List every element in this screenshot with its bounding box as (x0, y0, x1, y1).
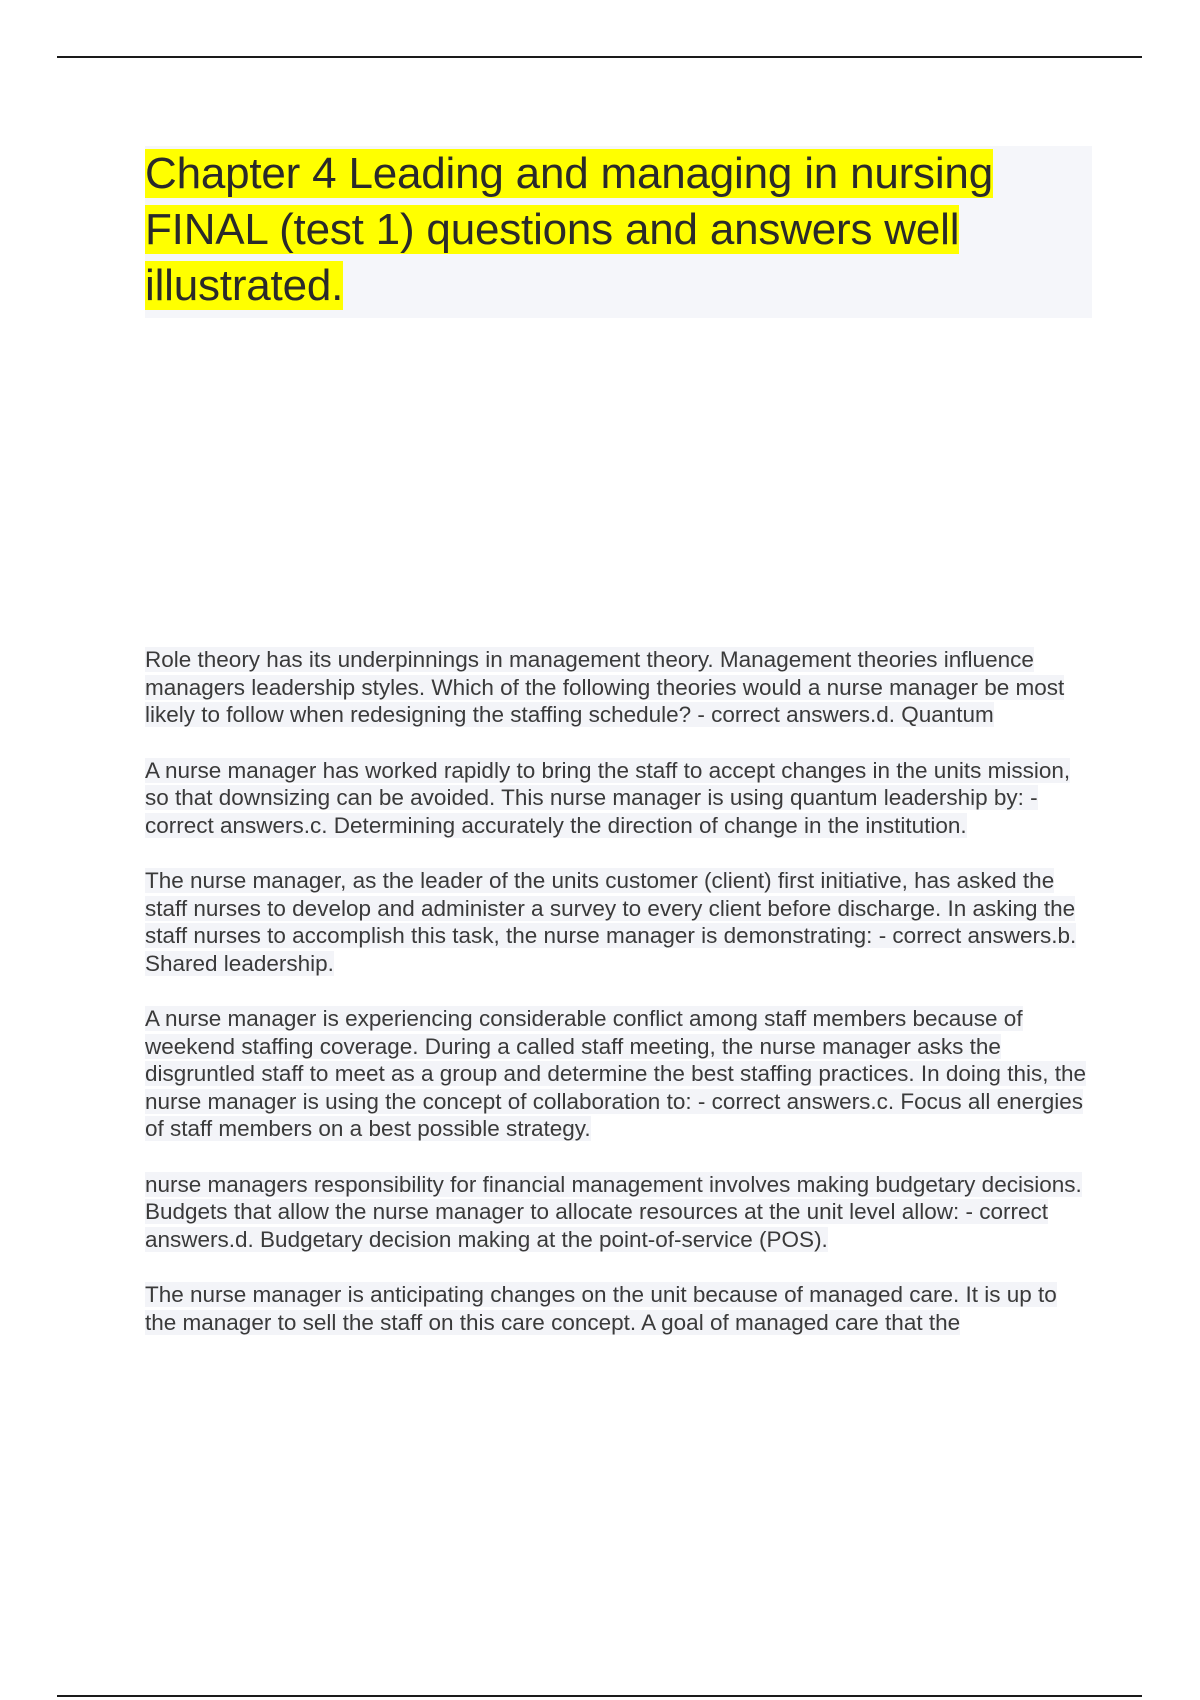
document-title-text: Chapter 4 Leading and managing in nursing FINAL (test 1) questions and answers well illustrated. (145, 149, 993, 310)
title-block (145, 146, 1092, 318)
footer-rule (57, 1695, 1142, 1697)
question-item: A nurse manager is experiencing considerable conflict among staff members because of weekend staffing coverage. During a called staff meeting, the nurse manager asks the disgruntled staff to meet as a group and determine the best staffing practices. In doing this, the nurse manager is using the concept of collaboration to: - correct answers.c. Focus all energies of staff members on a best possible strategy. (145, 1006, 1086, 1141)
question-item: The nurse manager, as the leader of the units customer (client) first initiative, has asked the staff nurses to develop and administer a survey to every client before discharge. In asking the staff nurses to accomplish this task, the nurse manager is demonstrating: - correct answers.b. Shared leadership. (145, 868, 1077, 976)
question-item: The nurse manager is anticipating changes on the unit because of managed care. It is up to the manager to sell the staff on this care concept. A goal of managed care that the (145, 1282, 1057, 1335)
header-rule (57, 56, 1142, 58)
question-item: A nurse manager has worked rapidly to bring the staff to accept changes in the units mission, so that downsizing can be avoided. This nurse manager is using quantum leadership by: - correct answers.c. Determining accurately the direction of change in the institution. (145, 757, 1071, 838)
question-item: nurse managers responsibility for financial management involves making budgetary decisions. Budgets that allow the nurse manager to allocate resources at the unit level allow: - correct answers.d. Budgetary decision making at the point-of-service (POS). (145, 1171, 1082, 1252)
question-item: Role theory has its underpinnings in management theory. Management theories influence managers leadership styles. Which of the following theories would a nurse manager be most likely to follow when redesigning the staffing schedule? - correct answers.d. Quantum (145, 647, 1065, 727)
document-title (145, 146, 1092, 314)
question-list (145, 646, 1090, 1364)
